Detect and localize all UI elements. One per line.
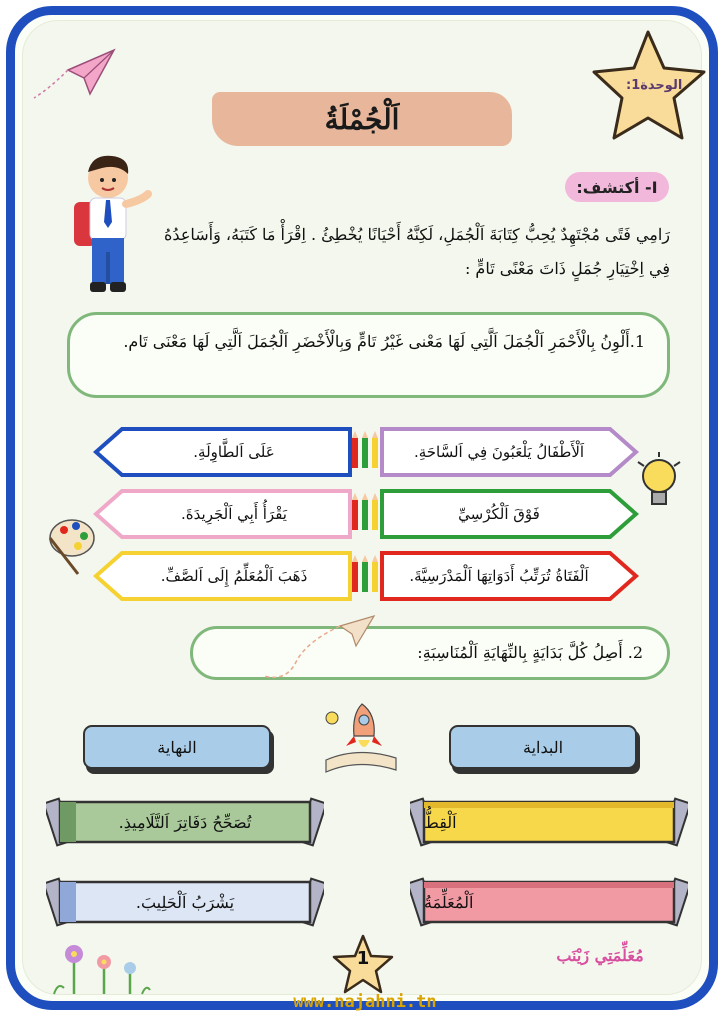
flowers-icon xyxy=(44,936,154,996)
rocket-books-icon xyxy=(318,696,404,778)
section-heading-discover: I- أكتشف: xyxy=(565,172,669,202)
start-header: البداية xyxy=(522,737,564,757)
task1-instruction: 1.أَلْوِنُ بِالْأَحْمَرِ اَلْجُمَلَ اَلَّتِي لَهَا مَعْنى غَيْرُ تَامٍّ وَبِالْأَخْضَرِ اَلْجُمَلَ اَلَّتِي لَهَا مَعْنَى تَام. xyxy=(67,312,670,398)
start-phrase-2: اَلْمُعَلِّمَةُ xyxy=(424,892,474,912)
pencils-icon xyxy=(348,492,382,536)
end-phrase-1: تُصَحِّحُ دَفَاتِرَ اَلتَّلَامِيذِ. xyxy=(118,812,252,832)
task2-instruction: 2. أَصِلُ كُلَّ بَدَايَةٍ بِالنِّهَايَةِ اَلْمُنَاسِبَةِ: xyxy=(190,626,670,680)
paint-palette-icon xyxy=(44,516,96,576)
sentence-5: اَلْفَتَاةُ تُرَتِّبُ أَدَوَاتِهَا اَلْمَدْرَسِيَّةَ. xyxy=(409,567,589,585)
intro-paragraph: رَامِي فَتًى مُجْتَهِدٌ يُحِبُّ كِتَابَةَ اَلْجُمَلِ، لَكِنَّهُ أَحْيَانًا يُخْطِئُ . اِقْرَأْ مَا كَتَبَهُ، وَأَسَاعِدُهُ فِي اِخْتِيَارِ جُمَلٍ ذَاتَ مَعْنًى تَامٍّ : xyxy=(164,225,670,278)
end-phrase-2: يَشْرَبُ اَلْحَلِيبَ. xyxy=(135,892,235,912)
paper-plane-icon xyxy=(30,48,120,108)
footer-website[interactable]: www.najahni.tn xyxy=(293,992,437,1012)
sentence-4: يَقْرَأُ أَبِي اَلْجَرِيدَةَ. xyxy=(181,505,287,523)
pencils-icon xyxy=(348,554,382,598)
sentence-3: فَوْقَ اَلْكُرْسِيِّ xyxy=(458,505,540,523)
page-number: 1 xyxy=(356,948,370,969)
sentence-2: عَلَى اَلطَّاوِلَةِ. xyxy=(193,443,275,461)
paper-plane-icon xyxy=(256,612,376,692)
sentence-1: اَلْأَطْفَالُ يَلْعَبُونَ فِي اَلسَّاحَةِ. xyxy=(413,443,585,461)
pencils-icon xyxy=(348,430,382,474)
sentence-6: ذَهَبَ اَلْمُعَلِّمُ إِلَى اَلصَّفِّ. xyxy=(160,567,308,585)
student-boy-icon xyxy=(62,152,162,302)
page-title: اَلْجُمْلَةُ xyxy=(212,92,512,146)
light-bulb-icon xyxy=(636,452,682,516)
teacher-signature: مُعَلِّمَتِي زَيْنَب xyxy=(556,946,644,965)
unit-label: الوحدة1: xyxy=(626,78,683,93)
end-header: النهاية xyxy=(157,737,197,757)
start-phrase-1: اَلْقِطُّ xyxy=(424,812,457,832)
